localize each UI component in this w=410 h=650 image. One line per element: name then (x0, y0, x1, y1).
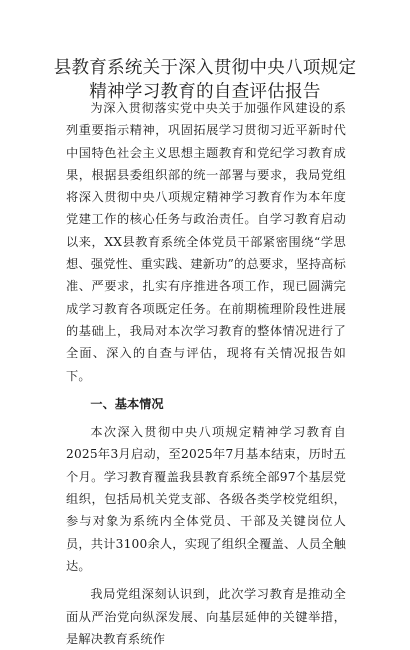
document-body (66, 97, 346, 650)
document-title: 县教育系统关于深入贯彻中央八项规定精神学习教育的自查评估报告 (53, 58, 357, 102)
awareness-paragraph: 我局党组深刻认识到，此次学习教育是推动全面从严治党向纵深发展、向基层延伸的关键举措，是解决教育系统作 (66, 587, 346, 646)
intro-paragraph: 为深入贯彻落实党中央关于加强作风建设的系列重要指示精神，巩固拓展学习贯彻习近平新时代中国特色社会主义思想主题教育和党纪学习教育成果，根据县委组织部的统一部署与要求，我局党组将深入贯彻中央八项规定精神学习教育作为本年度党建工作的核心任务与政治责任。自学习教育启动以来，XX县教育系统全体党员干部紧密围绕“学思想、强党性、重实践、建新功”的总要求，坚持高标准、严要求，扎实有序推进各项工作，现已圆满完成学习教育各项既定任务。在前期梳理阶段性进展的基础上，我局对本次学习教育的整体情况进行了全面、深入的自查与评估，现将有关情况报告如下。 (66, 101, 346, 383)
basic-info-paragraph: 本次深入贯彻中央八项规定精神学习教育自2025年3月启动，至2025年7月基本结束，历时五个月。学习教育覆盖我县教育系统全部97个基层党组织，包括局机关党支部、各级各类学校党组织，参与对象为系统内全体党员、干部及关键岗位人员，共计3100余人，实现了组织全覆盖、人员全触达。 (66, 425, 346, 573)
section-heading-basic-info: 一、基本情况 (90, 396, 164, 411)
